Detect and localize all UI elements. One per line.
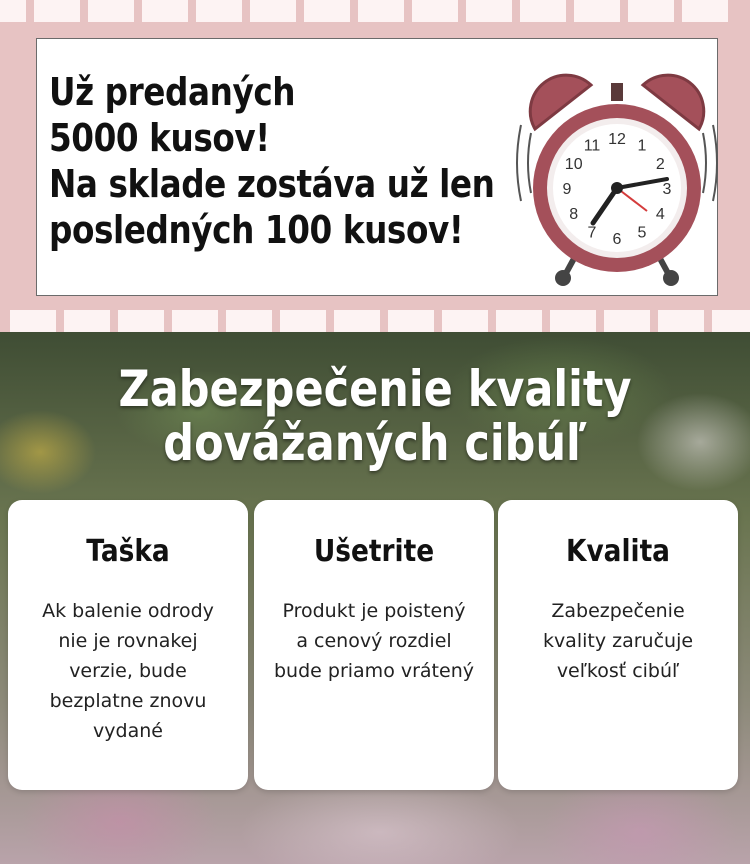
clock-number: 9 xyxy=(562,181,572,198)
headline-line-3: Na sklade zostáva už len xyxy=(49,162,495,206)
section-title-line-2: dovážaných cibúľ xyxy=(163,414,587,472)
card-title: Taška xyxy=(86,534,170,569)
quality-section xyxy=(0,332,750,864)
clock-number: 3 xyxy=(662,181,672,198)
card-save xyxy=(254,500,494,790)
alarm-clock-icon xyxy=(507,63,727,293)
card-text: Produkt je poistený a cenový rozdiel bude priamo vrátený xyxy=(274,600,474,682)
headline-line-4: posledných 100 kusov! xyxy=(49,208,464,252)
feature-cards xyxy=(8,500,742,790)
headline-line-1: Už predaných xyxy=(49,70,296,114)
section-title xyxy=(53,362,698,470)
sales-headline xyxy=(49,69,495,253)
clock-number: 12 xyxy=(608,131,626,148)
clock-number: 4 xyxy=(655,206,665,223)
clock-number: 1 xyxy=(637,137,647,155)
clock-number: 8 xyxy=(569,206,579,223)
clock-number: 6 xyxy=(612,231,622,248)
card-quality xyxy=(498,500,738,790)
top-banner xyxy=(0,0,750,332)
card-title: Kvalita xyxy=(565,534,671,569)
sales-notice-card xyxy=(36,38,718,296)
clock-number: 7 xyxy=(587,224,597,242)
card-text: Zabezpečenie kvality zaručuje veľkosť cibúľ xyxy=(542,600,694,682)
card-title: Ušetrite xyxy=(313,534,435,569)
card-bag xyxy=(8,500,248,790)
headline-line-2: 5000 kusov! xyxy=(49,116,270,160)
card-text: Ak balenie odrody nie je rovnakej verzie, bude bezplatne znovu vydané xyxy=(42,600,214,742)
clock-number: 10 xyxy=(564,156,583,173)
section-title-line-1: Zabezpečenie kvality xyxy=(118,360,632,418)
clock-number: 5 xyxy=(637,224,647,242)
clock-number: 2 xyxy=(655,156,665,173)
clock-number: 11 xyxy=(583,137,601,155)
